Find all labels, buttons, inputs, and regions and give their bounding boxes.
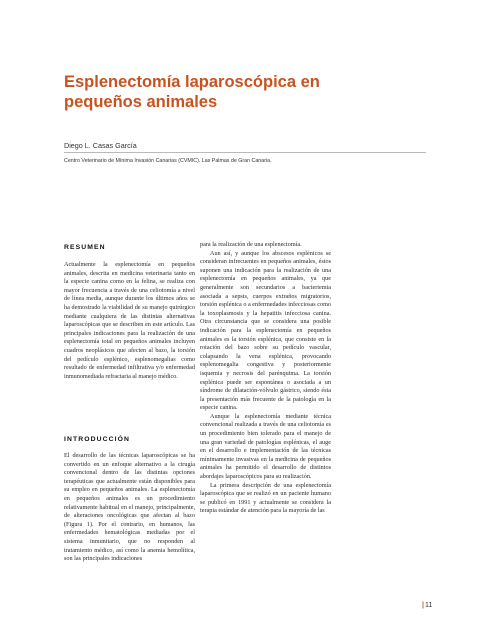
page-number-marker: | bbox=[422, 602, 424, 609]
introduccion-heading: INTRODUCCIÓN bbox=[64, 436, 131, 443]
resumen-paragraph: Actualmente la esplenectomía en pequeños animales, descrita en medicina veterinaria tanto en la especie canina como en la felina, se realiza con mayor frecuencia a través de una celiotomía a nivel de línea media, aunque durante los últimos años se ha demostrado la viabilidad de su manejo quirúrgico mediante cualquiera de las distintas alternativas laparoscópicas que se describen en este artículo. Las principales indicaciones para la realización de una esplenectomía total en pequeños animales incluyen cuadros neoplásicos que afecten al bazo, la torsión del pedículo esplénico, esplenomegalias como resultado de enfermedad infiltrativa y/o enfermedad inmunomediada refractaria al manejo médico. bbox=[64, 261, 195, 380]
article-title: Esplenectomía laparoscópica en pequeños animales bbox=[64, 73, 320, 111]
author-affiliation: Centro Veterinario de Mínima Invasión Canarias (CVMIC). Las Palmas de Gran Canaria. bbox=[64, 158, 272, 164]
divider bbox=[64, 152, 426, 153]
paragraph-historia: La primera descripción de una esplenectomía laparoscópica que se realizó en un paciente humano se publicó en 1991 y actualmente se considera la terapia estándar de atención para la mayoría de las bbox=[200, 481, 331, 515]
paragraph-continuation: para la realización de una esplenectomía. bbox=[200, 241, 302, 248]
resumen-body bbox=[64, 261, 195, 381]
introduccion-body bbox=[64, 452, 195, 564]
author-name: Diego L. Casas García bbox=[64, 141, 137, 150]
resumen-heading: RESUMEN bbox=[64, 244, 106, 251]
paragraph-tecnicas: Aunque la esplenectomía mediante técnica convencional realizada a través de una celiotomía es un procedimiento bien tolerado para el manejo de una gran variedad de patologías esplénicas, el auge en el desarrollo e implementación de las técnicas mínimamente invasivas en la medicina de pequeños animales ha permitido el desarrollo de distintos abordajes laparoscópicos para su realización. bbox=[200, 412, 331, 481]
page-number bbox=[422, 602, 432, 609]
paragraph-abscesos: Aun así, y aunque los abscesos esplénicos se consideran infrecuentes en pequeños animales, éstos suponen una indicación para la realización de una esplenectomía en pequeños animales, ya que generalmente son secundarios a bacteriemia asociada a sepsis, cuerpos extraños migratorios, torsión esplénica o a enfermedades infecciosas como la toxoplasmosis y la hepatitis infecciosa canina. Otra circunstancia que se considera una posible indicación para la esplenectomía en pequeños animales es la torsión esplénica, que consiste en la rotación del bazo sobre su pedículo vascular, colapsando la vena esplénica, provocando esplenomegalia congestiva y posteriormente isquemia y necrosis del parénquima. La torsión esplénica puede ser espontánea o asociada a un síndrome de dilatación-vólvulo gástrico, siendo ésta la presentación más frecuente de la patología en la especie canina. bbox=[200, 249, 331, 412]
right-column bbox=[200, 241, 331, 516]
introduccion-paragraph: El desarrollo de las técnicas laparoscópicas se ha convertido en un enfoque alternativo a la cirugía convencional dentro de las distintas opciones terapéuticas que actualmente están disponibles para su empleo en pequeños animales. La esplenectomía en pequeños animales es un procedimiento relativamente habitual en el manejo, principalmente, de alteraciones oncológicas que afectan al bazo (Figura 1). Por el contrario, en humanos, las enfermedades hematológicas mediadas por el sistema inmunitario, que no responden al tratamiento médico, así como la anemia hemolítica, son las principales indicaciones bbox=[64, 452, 195, 563]
page-number-value: 11 bbox=[424, 602, 433, 609]
